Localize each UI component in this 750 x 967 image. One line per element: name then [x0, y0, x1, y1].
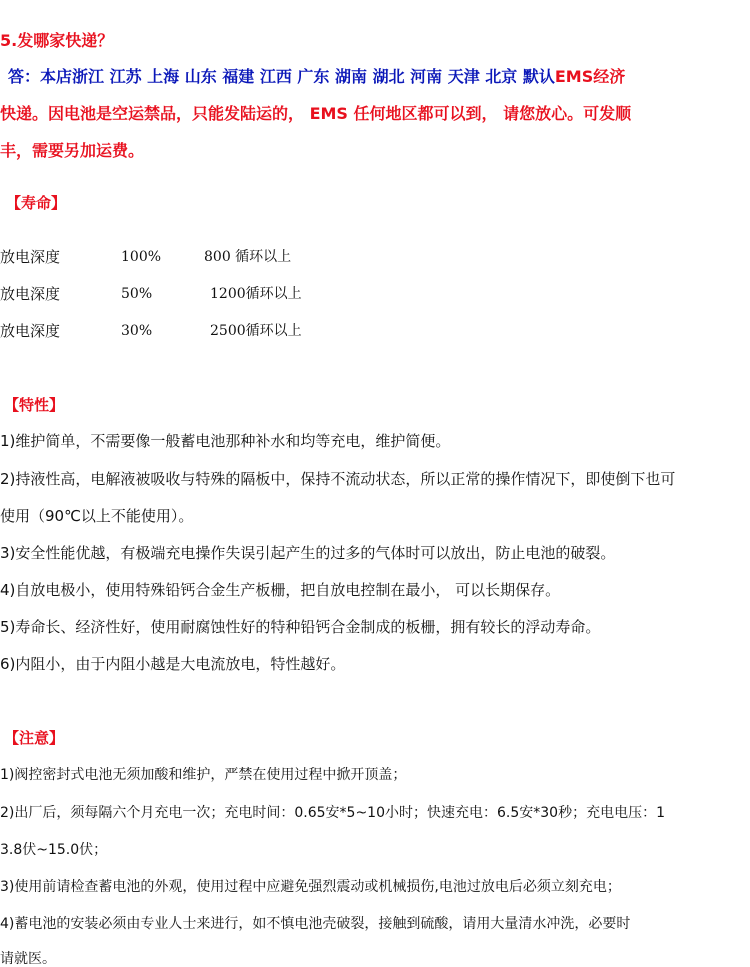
feature-item: 1)维护简单，不需要像一般蓄电池那种补水和均等充电，维护简便。: [0, 432, 451, 450]
lifespan-label: 放电深度: [0, 322, 61, 340]
feature-item: 6)内阻小，由于内阻小越是大电流放电，特性越好。: [0, 655, 346, 673]
lifespan-cycles: 800 循环以上: [204, 249, 292, 265]
shipping-answer-regions: 答：本店浙江 江苏 上海 山东 福建 江西 广东 湖南 湖北 河南 天津 北京 默认: [8, 67, 555, 86]
lifespan-depth: 100%: [121, 249, 162, 265]
lifespan-depth: 30%: [121, 323, 153, 339]
lifespan-label: 放电深度: [0, 248, 61, 266]
lifespan-cycles: 1200循环以上: [210, 286, 302, 302]
feature-item: 2)持液性高，电解液被吸收与特殊的隔板中，保持不流动状态，所以正常的操作情况下，即使倒下也可: [0, 470, 676, 488]
lifespan-row: [0, 250, 400, 268]
feature-item: 5)寿命长、经济性好，使用耐腐蚀性好的特种铅钙合金制成的板栅，拥有较长的浮动寿命。: [0, 618, 601, 636]
feature-item: 3)安全性能优越，有极端充电操作失误引起产生的过多的气体时可以放出，防止电池的破裂。: [0, 544, 616, 562]
feature-item: 4)自放电极小，使用特殊铅钙合金生产板栅，把自放电控制在最小， 可以长期保存。: [0, 581, 561, 599]
feature-item: 使用（90℃以上不能使用）。: [0, 507, 194, 525]
features-title: 【特性】: [4, 396, 65, 414]
shipping-answer-ems: EMS经济: [554, 67, 626, 86]
note-item: 2)出厂后，须每隔六个月充电一次；充电时间：0.65安*5~10小时；快速充电：6.5安*30秒；充电电压：1: [0, 805, 665, 821]
note-item: 请就医。: [0, 951, 56, 967]
lifespan-title: 【寿命】: [6, 194, 67, 212]
shipping-question: 5.发哪家快递？: [0, 31, 114, 50]
note-item: 4)蓄电池的安装必须由专业人士来进行，如不慎电池壳破裂，接触到硫酸，请用大量清水冲洗，必要时: [0, 916, 631, 932]
shipping-answer-line-1: [8, 69, 625, 85]
lifespan-row: [0, 287, 400, 305]
note-item: 1)阀控密封式电池无须加酸和维护，严禁在使用过程中掀开顶盖；: [0, 767, 407, 783]
notes-title: 【注意】: [4, 729, 65, 747]
lifespan-cycles: 2500循环以上: [210, 323, 302, 339]
lifespan-row: [0, 324, 400, 342]
shipping-answer-line-2: 快递。因电池是空运禁品，只能发陆运的， EMS 任何地区都可以到， 请您放心。可发顺: [0, 104, 632, 123]
shipping-answer-line-3: 丰，需要另加运费。: [0, 141, 145, 160]
lifespan-label: 放电深度: [0, 285, 61, 303]
note-item: 3)使用前请检查蓄电池的外观，使用过程中应避免强烈震动或机械损伤,电池过放电后必须立刻充电；: [0, 879, 621, 895]
note-item: 3.8伏~15.0伏；: [0, 842, 108, 858]
lifespan-depth: 50%: [121, 286, 153, 302]
